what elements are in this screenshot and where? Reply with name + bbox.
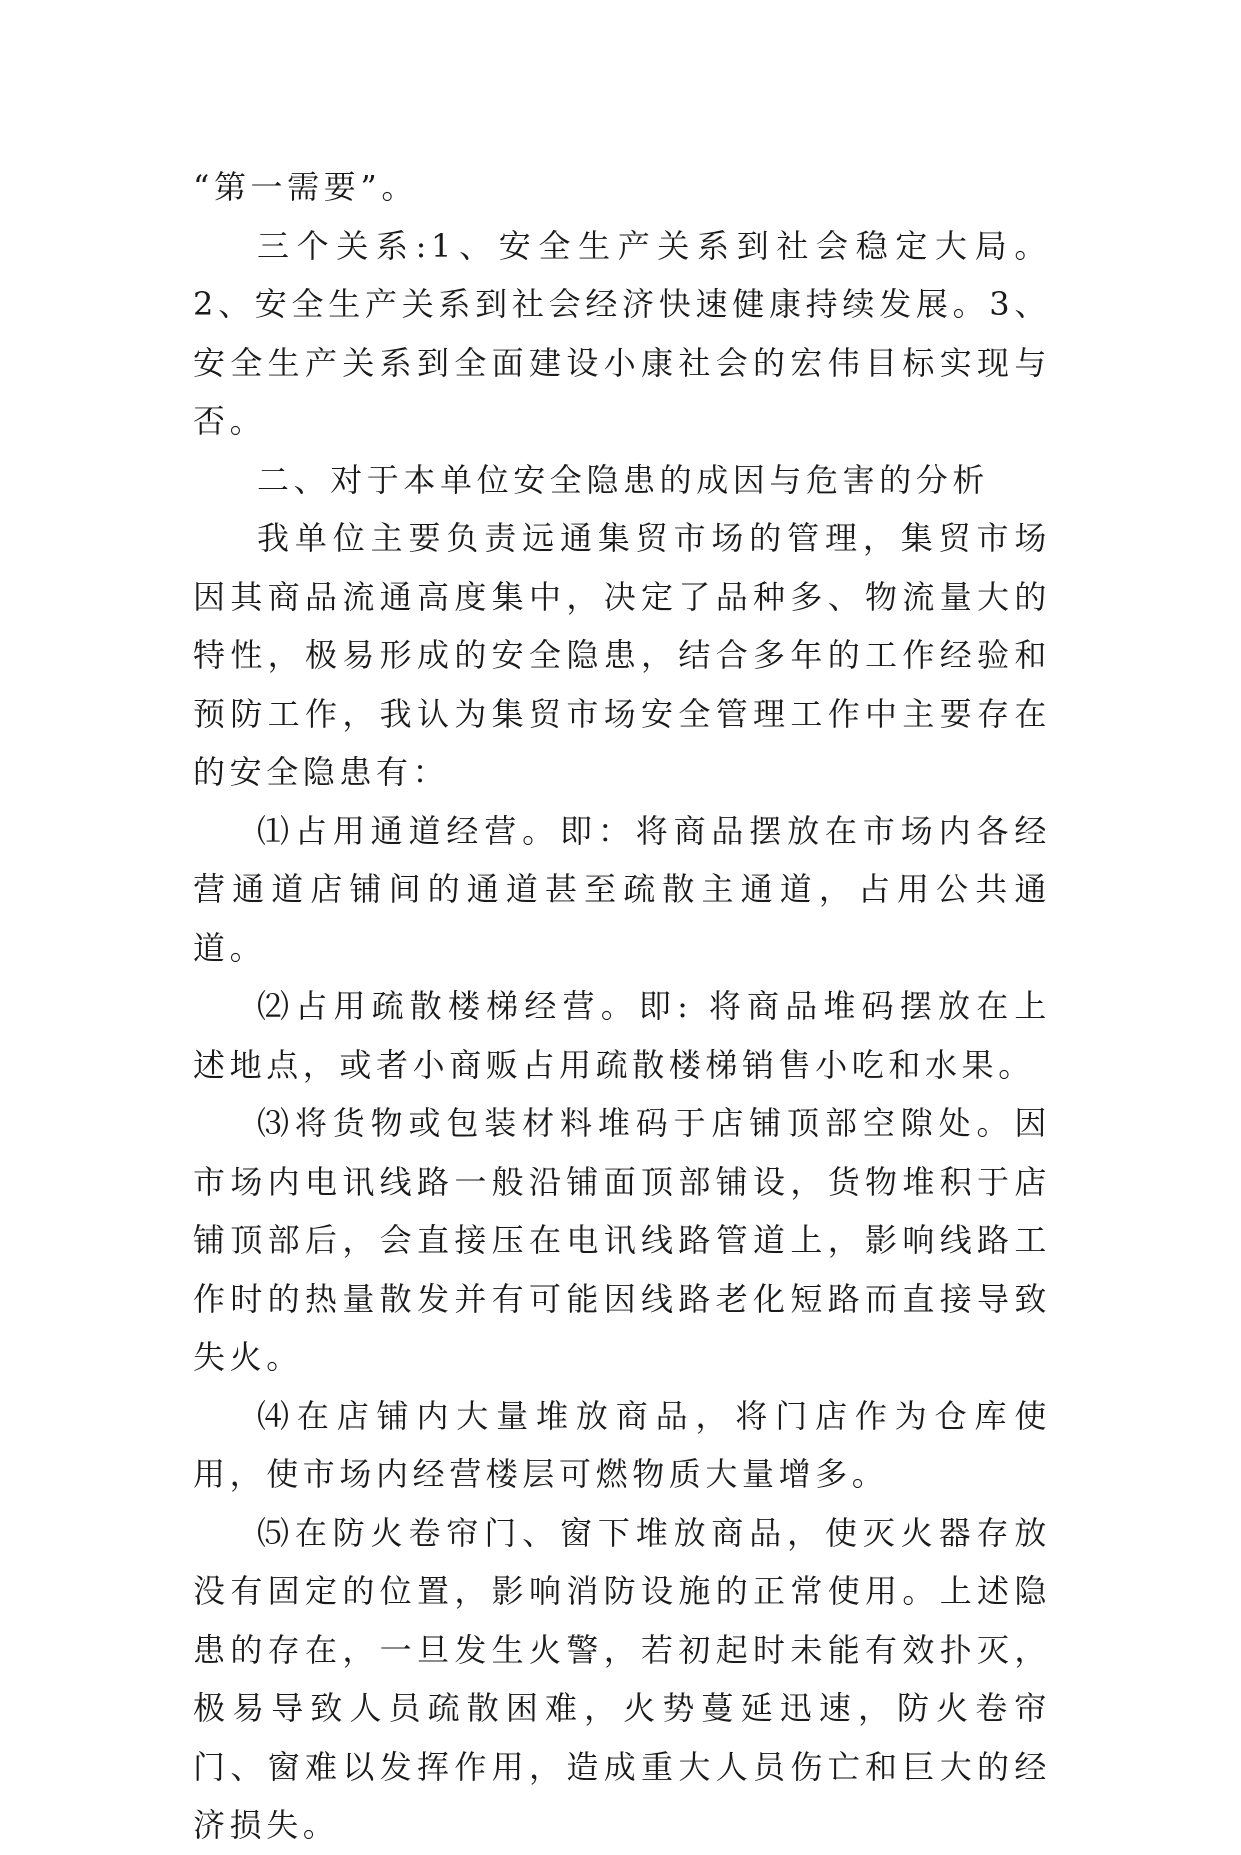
paragraph-hazard-5: ⑸在防火卷帘门、窗下堆放商品，使灭火器存放没有固定的位置，影响消防设施的正常使用。上述隐患的存在，一旦发生火警，若初起时未能有效扑灭，极易导致人员疏散困难，火势蔓延迅速，防火卷帘门、窗难以发挥作用，造成重大人员伤亡和巨大的经济损失。 [193,1513,1051,1844]
paragraph-hazard-3: ⑶将货物或包装材料堆码于店铺顶部空隙处。因市场内电讯线路一般沿铺面顶部铺设，货物堆积于店铺顶部后，会直接压在电讯线路管道上，影响线路工作时的热量散发并有可能因线路老化短路而直接导致失火。 [193,1104,1051,1376]
paragraph-hazard-4: ⑷在店铺内大量堆放商品，将门店作为仓库使用，使市场内经营楼层可燃物质大量增多。 [193,1396,1051,1493]
paragraph-first-need: “第一需要”。 [193,168,418,206]
paragraph-market-overview: 我单位主要负责远通集贸市场的管理，集贸市场因其商品流通高度集中，决定了品种多、物流量大的特性，极易形成的安全隐患，结合多年的工作经验和预防工作，我认为集贸市场安全管理工作中主要存在的安全隐患有： [193,519,1051,791]
document-body [193,158,1051,1855]
section-heading-hazard-analysis: 二、对于本单位安全隐患的成因与危害的分析 [257,460,990,499]
paragraph-three-relations: 三个关系:1、安全生产关系到社会稳定大局。2、安全生产关系到社会经济快速健康持续发展。3、安全生产关系到全面建设小康社会的宏伟目标实现与否。 [193,226,1051,440]
paragraph-hazard-2: ⑵占用疏散楼梯经营。即: 将商品堆码摆放在上述地点，或者小商贩占用疏散楼梯销售小吃和水果。 [193,987,1051,1084]
paragraph-hazard-1: ⑴占用通道经营。即：将商品摆放在市场内各经营通道店铺间的通道甚至疏散主通道，占用公共通道。 [193,811,1051,967]
